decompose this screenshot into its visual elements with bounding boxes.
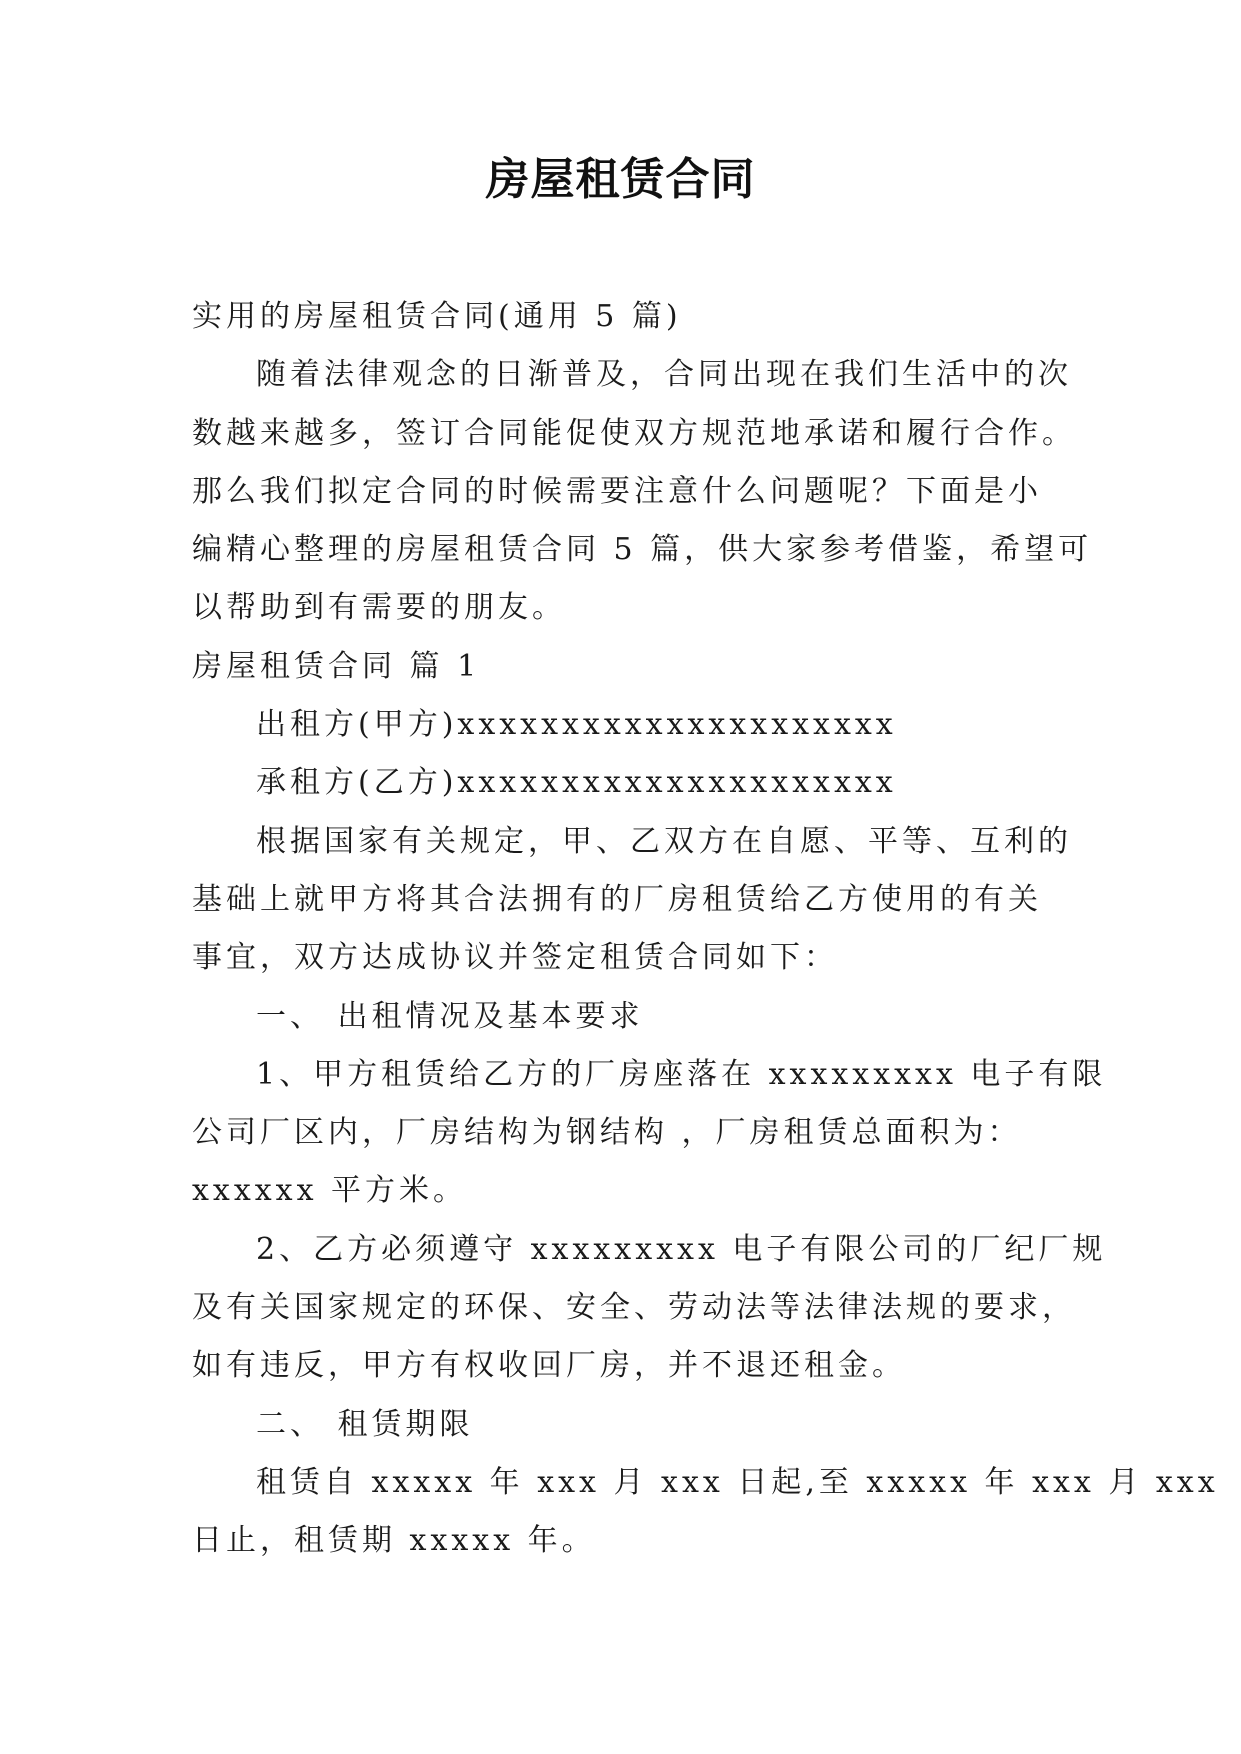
- clause-1-2-line-2: 及有关国家规定的环保、安全、劳动法等法律法规的要求，: [192, 1290, 1076, 1326]
- paragraph-subtitle: 实用的房屋租赁合同(通用 5 篇): [192, 299, 682, 334]
- clause-1-1-line-3: xxxxxx 平方米。: [192, 1173, 468, 1209]
- clause-heading-1: 一、 出租情况及基本要求: [256, 998, 644, 1034]
- paragraph-intro-line-3: 那么我们拟定合同的时候需要注意什么问题呢？下面是小: [192, 473, 1042, 509]
- clause-1-2-line-3: 如有违反，甲方有权收回厂房，并不退还租金。: [192, 1348, 906, 1384]
- clause-2-line-1: 租赁自 xxxxx 年 xxx 月 xxx 日起,至 xxxxx 年 xxx 月 xxx: [256, 1464, 1219, 1500]
- document-title: 房屋租赁合同: [485, 154, 756, 205]
- preamble-line-3: 事宜，双方达成协议并签定租赁合同如下：: [192, 940, 838, 976]
- clause-heading-2: 二、 租赁期限: [256, 1406, 474, 1442]
- document-body: [192, 288, 1219, 1571]
- paragraph-intro-line-1: 随着法律观念的日渐普及，合同出现在我们生活中的次: [256, 357, 1072, 393]
- paragraph-intro-line-4: 编精心整理的房屋租赁合同 5 篇，供大家参考借鉴，希望可: [192, 532, 1093, 568]
- clause-2-line-2: 日止，租赁期 xxxxx 年。: [192, 1523, 596, 1559]
- paragraph-intro-line-5: 以帮助到有需要的朋友。: [192, 590, 566, 626]
- clause-1-1-line-1: 1、甲方租赁给乙方的厂房座落在 xxxxxxxxx 电子有限: [256, 1056, 1107, 1092]
- paragraph-intro-line-2: 数越来越多，签订合同能促使双方规范地承诺和履行合作。: [192, 415, 1076, 451]
- party-a-line: 出租方(甲方)xxxxxxxxxxxxxxxxxxxxx: [256, 707, 897, 743]
- clause-1-2-line-1: 2、乙方必须遵守 xxxxxxxxx 电子有限公司的厂纪厂规: [256, 1231, 1107, 1267]
- section-heading-article-1: 房屋租赁合同 篇 1: [192, 648, 481, 684]
- preamble-line-1: 根据国家有关规定，甲、乙双方在自愿、平等、互利的: [256, 823, 1072, 859]
- party-b-line: 承租方(乙方)xxxxxxxxxxxxxxxxxxxxx: [256, 765, 897, 801]
- preamble-line-2: 基础上就甲方将其合法拥有的厂房租赁给乙方使用的有关: [192, 881, 1042, 917]
- clause-1-1-line-2: 公司厂区内，厂房结构为钢结构 ，厂房租赁总面积为：: [192, 1115, 1022, 1151]
